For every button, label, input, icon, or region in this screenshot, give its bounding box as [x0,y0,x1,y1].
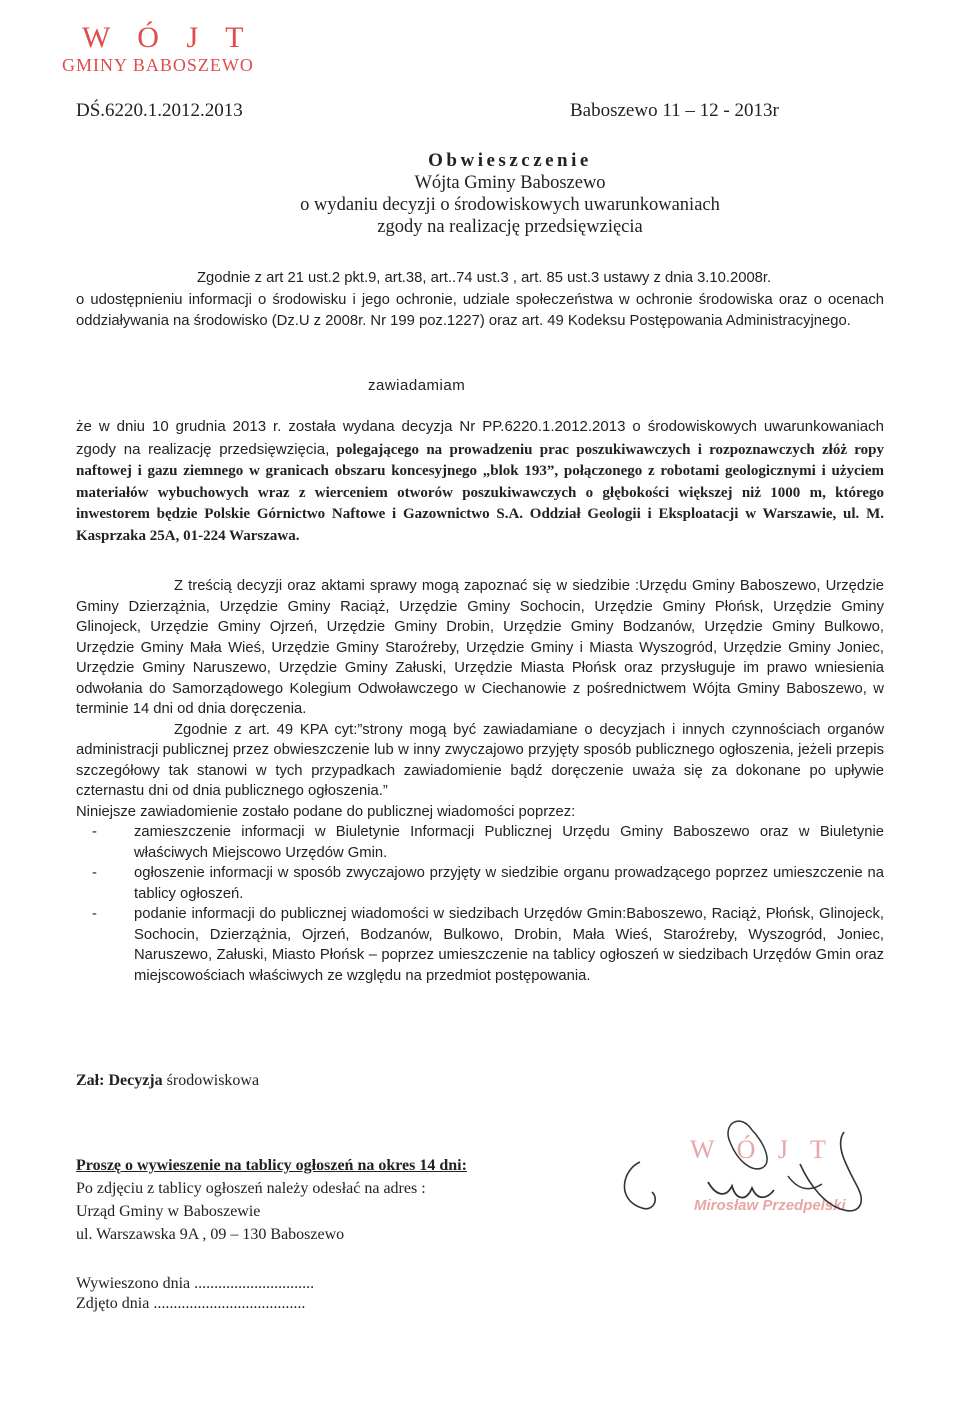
publication-list [76,822,884,986]
posted-date-field: Wywieszono dnia .............................. [76,1275,315,1292]
body-paragraph-3: Niniejsze zawiadomienie zostało podane do publicznej wiadomości poprzez: [76,803,576,820]
signature-stroke [788,1176,822,1189]
signature-stamp [612,1110,882,1230]
legal-basis-first-line: Zgodnie z art 21 ust.2 pkt.9, art.38, art..74 ust.3 , art. 85 ust.3 ustawy z dnia 3.10.2008r. [197,270,772,286]
document-reference: DŚ.6220.1.2012.2013 [76,100,243,121]
legal-basis-rest: o udostępnieniu informacji o środowisku i jego ochronie, udziale społeczeństwa w ochronie środowiska oraz o ocenach oddziaływania na środowisko (Dz.U z 2008r. Nr 199 poz.1227) oraz art. 49 Kodeksu Postępowania Administracyjnego. [76,291,884,329]
body-paragraph-1: Z treścią decyzji oraz aktami sprawy mogą zapoznać się w siedzibie :Urzędu Gminy Baboszewo, Urzędzie Gminy Dzierzążnia, Urzędzie Gminy Raciąż, Urzędzie Gminy Sochocin, Urzędzie Gminy Płońsk, Urzędzie Gminy Glinojeck, Urzędzie Gminy Ojrzeń, Urzędzie Gminy Drobin, Urzędzie Gminy Bodzanów, Urzędzie Gminy Bulkowo, Urzędzie Gminy Mała Wieś, Urzędzie Gminy Staroźreby, Urzędzie Gminy i Miasta Wyszogród, Urzędzie Gminy Joniec, Urzędzie Gminy Naruszewo, Urzędzie Gminy Załuski, Urzędzie Miasta Płońsk oraz przysługuje im prawo wniesienia odwołania do Samorządowego Kolegium Odwoławczego w Ciechanowie z pośrednictwem Wójta Gminy Baboszewo, w terminie 14 dni od dnia doręczenia. [76,578,884,717]
signature-stamp-name: Mirosław Przedpelski [694,1197,846,1214]
stamp-title: W Ó J T [82,21,254,54]
signature-stroke [708,1182,774,1198]
attachment-label: Zał: Decyzja [76,1072,163,1089]
posting-request-title: Proszę o wywieszenie na tablicy ogłoszeń na okres 14 dni: [76,1157,467,1174]
document-date: Baboszewo 11 – 12 - 2013r [570,100,779,121]
attachment-value: środowiskowa [166,1072,260,1089]
decision-lead: że w dniu 10 grudnia 2013 r. została wydana decyzja Nr PP.6220.1.2012.2013 o środowiskowych uwarunkowaniach zgody na realizację przedsięwzięcia, [76,418,884,458]
list-item: - zamieszczenie informacji w Biuletynie Informacji Publicznej Urzędu Gminy Baboszewo oraz w Biuletynie właściwych Miejscowo Urzędów Gmin. [76,822,884,863]
document-title [0,150,960,238]
removed-date-field: Zdjęto dnia ...................................... [76,1295,306,1312]
stamp-subtitle: GMINY BABOSZEWO [62,55,254,75]
title-line-2: Wójta Gminy Baboszewo [414,173,606,193]
list-item: - ogłoszenie informacji w sposób zwyczajowo przyjęty w siedzibie organu prowadzącego poprzez umieszczenie na tablicy ogłoszeń. [76,863,884,904]
posting-request [76,1154,467,1246]
body-section [76,576,884,986]
decision-subject: polegającego na prowadzeniu prac poszukiwawczych i rozpoznawczych złóż ropy naftowej i gazu ziemnego w granicach obszaru koncesyjnego „blok 193”, połączonego z robotami geologicznymi i użyciem materiałów wybuchowych wraz z wierceniem otworów poszukiwawczych o głębokości większej niż 1000 m, którego inwestorem będzie Polskie Górnictwo Naftowe i Gazownictwo S.A. Oddział Geologii i Eksploatacji w Warszawie, ul. M. Kasprzaka 25A, 01-224 Warszawa. [76,441,885,544]
posting-record [76,1274,314,1314]
return-instruction: Po zdjęciu z tablicy ogłoszeń należy odesłać na adres : [76,1180,426,1197]
return-office: Urząd Gminy w Baboszewie [76,1203,261,1220]
office-stamp [62,21,254,76]
signature-stroke [624,1162,655,1209]
notification-heading: zawiadamiam [368,377,466,394]
title-line-4: zgody na realizację przedsięwzięcia [377,217,643,237]
signature-stamp-title: W Ó J T [690,1135,834,1164]
decision-paragraph [76,416,884,547]
return-address: ul. Warszawska 9A , 09 – 130 Baboszewo [76,1226,345,1243]
list-item: - podanie informacji do publicznej wiadomości w siedzibach Urzędów Gmin:Baboszewo, Raciąż, Płońsk, Glinojeck, Sochocin, Dzierzążnia, Ojrzeń, Bodzanów, Bulkowo, Drobin, Mała Wieś, Staroźreby, Wyszogród, Joniec, Naruszewo, Załuski, Miasto Płońsk – poprzez umieszczenie na tablicy ogłoszeń w siedzibach Urzędów Gmin oraz miejscowościach właściwych ze względu na przedmiot postępowania. [76,904,884,986]
body-paragraph-2: Zgodnie z art. 49 KPA cyt:”strony mogą być zawiadamiane o decyzjach i innych czynnościach organów administracji publicznej przez obwieszczenie lub w inny zwyczajowo przyjęty sposób publicznego ogłoszenia, jeżeli przepis szczegółowy tak stanowi w tych przypadkach zawiadomienie bądź doręczenie uważa się za dokonane po upływie czternastu dni od dnia publicznego ogłoszenia.” [76,721,884,799]
title-line-1: Obwieszczenie [428,150,592,171]
title-line-3: o wydaniu decyzji o środowiskowych uwarunkowaniach [300,195,720,215]
legal-basis-paragraph [76,268,884,333]
attachment-line [76,1072,259,1090]
